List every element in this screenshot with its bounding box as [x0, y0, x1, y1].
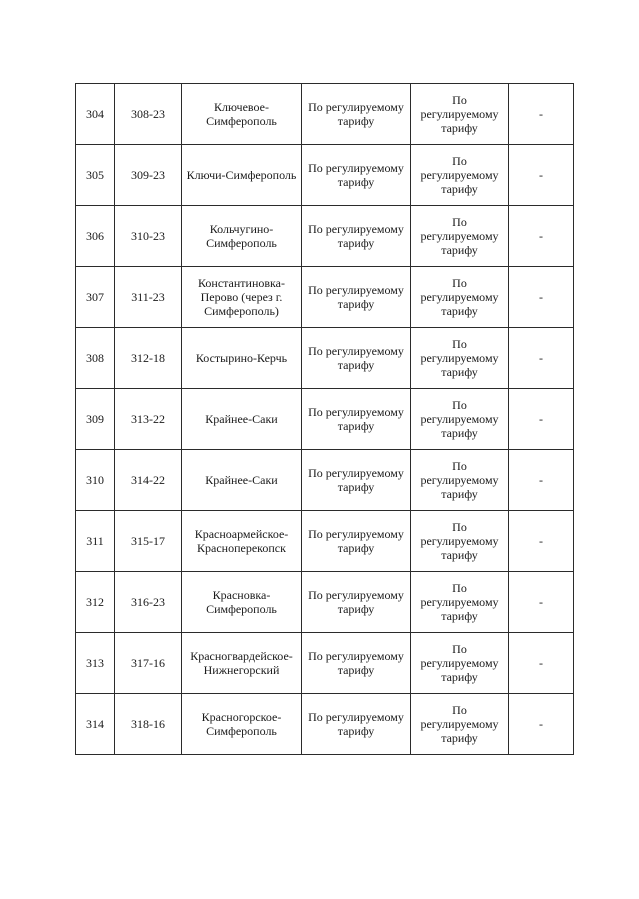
route-name-cell: Красноармейское-Красноперекопск — [182, 511, 302, 572]
table-row — [76, 328, 574, 389]
table-row — [76, 267, 574, 328]
route-name-cell: Крайнее-Саки — [182, 389, 302, 450]
table-row — [76, 633, 574, 694]
registration-number-cell: 315-17 — [115, 511, 182, 572]
tariff-alt-cell: По регулируемому тарифу — [411, 633, 509, 694]
route-name-cell: Ключевое-Симферополь — [182, 84, 302, 145]
route-number-cell: 312 — [76, 572, 115, 633]
route-number-cell: 308 — [76, 328, 115, 389]
note-cell: - — [509, 572, 574, 633]
route-number-cell: 311 — [76, 511, 115, 572]
route-name-cell: Костырино-Керчь — [182, 328, 302, 389]
tariff-alt-cell: По регулируемому тарифу — [411, 389, 509, 450]
tariff-cell: По регулируемому тарифу — [302, 450, 411, 511]
route-number-cell: 304 — [76, 84, 115, 145]
table-row — [76, 206, 574, 267]
tariff-alt-cell: По регулируемому тарифу — [411, 328, 509, 389]
note-cell: - — [509, 84, 574, 145]
registration-number-cell: 318-16 — [115, 694, 182, 755]
registration-number-cell: 308-23 — [115, 84, 182, 145]
registration-number-cell: 309-23 — [115, 145, 182, 206]
tariff-cell: По регулируемому тарифу — [302, 389, 411, 450]
route-number-cell: 309 — [76, 389, 115, 450]
routes-table-body — [76, 84, 574, 755]
table-row — [76, 511, 574, 572]
route-name-cell: Крайнее-Саки — [182, 450, 302, 511]
table-row — [76, 694, 574, 755]
registration-number-cell: 316-23 — [115, 572, 182, 633]
tariff-cell: По регулируемому тарифу — [302, 145, 411, 206]
tariff-cell: По регулируемому тарифу — [302, 572, 411, 633]
table-row — [76, 572, 574, 633]
routes-table — [75, 83, 574, 755]
route-name-cell: Константиновка-Перово (через г. Симферополь) — [182, 267, 302, 328]
route-number-cell: 306 — [76, 206, 115, 267]
tariff-alt-cell: По регулируемому тарифу — [411, 84, 509, 145]
registration-number-cell: 312-18 — [115, 328, 182, 389]
registration-number-cell: 310-23 — [115, 206, 182, 267]
route-name-cell: Ключи-Симферополь — [182, 145, 302, 206]
tariff-alt-cell: По регулируемому тарифу — [411, 267, 509, 328]
registration-number-cell: 311-23 — [115, 267, 182, 328]
route-name-cell: Красногвардейское-Нижнегорский — [182, 633, 302, 694]
note-cell: - — [509, 694, 574, 755]
route-number-cell: 307 — [76, 267, 115, 328]
route-name-cell: Красновка-Симферополь — [182, 572, 302, 633]
table-row — [76, 145, 574, 206]
route-number-cell: 305 — [76, 145, 115, 206]
tariff-cell: По регулируемому тарифу — [302, 694, 411, 755]
route-name-cell: Красногорское-Симферополь — [182, 694, 302, 755]
tariff-cell: По регулируемому тарифу — [302, 328, 411, 389]
table-row — [76, 389, 574, 450]
tariff-alt-cell: По регулируемому тарифу — [411, 694, 509, 755]
tariff-alt-cell: По регулируемому тарифу — [411, 145, 509, 206]
registration-number-cell: 317-16 — [115, 633, 182, 694]
tariff-alt-cell: По регулируемому тарифу — [411, 450, 509, 511]
tariff-alt-cell: По регулируемому тарифу — [411, 206, 509, 267]
tariff-alt-cell: По регулируемому тарифу — [411, 511, 509, 572]
table-row — [76, 84, 574, 145]
note-cell: - — [509, 145, 574, 206]
tariff-cell: По регулируемому тарифу — [302, 267, 411, 328]
registration-number-cell: 314-22 — [115, 450, 182, 511]
tariff-cell: По регулируемому тарифу — [302, 84, 411, 145]
table-row — [76, 450, 574, 511]
tariff-cell: По регулируемому тарифу — [302, 206, 411, 267]
note-cell: - — [509, 511, 574, 572]
note-cell: - — [509, 633, 574, 694]
route-name-cell: Кольчугино-Симферополь — [182, 206, 302, 267]
note-cell: - — [509, 267, 574, 328]
route-number-cell: 314 — [76, 694, 115, 755]
route-number-cell: 313 — [76, 633, 115, 694]
route-number-cell: 310 — [76, 450, 115, 511]
note-cell: - — [509, 450, 574, 511]
tariff-cell: По регулируемому тарифу — [302, 633, 411, 694]
note-cell: - — [509, 389, 574, 450]
note-cell: - — [509, 328, 574, 389]
note-cell: - — [509, 206, 574, 267]
tariff-alt-cell: По регулируемому тарифу — [411, 572, 509, 633]
registration-number-cell: 313-22 — [115, 389, 182, 450]
tariff-cell: По регулируемому тарифу — [302, 511, 411, 572]
